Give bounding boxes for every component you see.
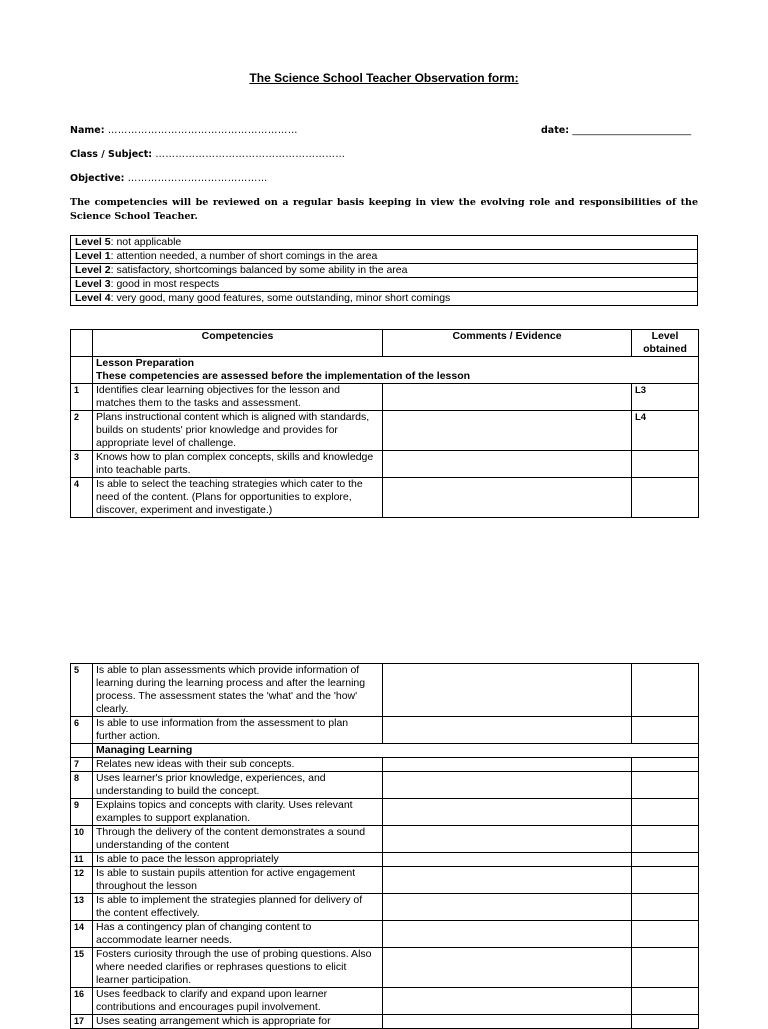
level-label: Level 3	[75, 278, 111, 290]
level-row	[71, 236, 698, 250]
level-label: Level 5	[75, 236, 111, 248]
name-field	[70, 125, 298, 136]
header-level: Level obtained	[632, 330, 699, 357]
objective-dots: ……………………………………	[127, 173, 268, 184]
table-row	[71, 772, 699, 799]
name-dots: …………………………………………………	[107, 125, 298, 136]
row-number: 17	[71, 1015, 93, 1029]
level-cell	[71, 264, 698, 278]
competencies-table-part1	[70, 329, 699, 518]
section-row-lesson-preparation	[71, 357, 699, 384]
section-title-cell	[93, 357, 699, 384]
row-level[interactable]	[632, 853, 699, 867]
row-level[interactable]	[632, 758, 699, 772]
level-cell	[71, 278, 698, 292]
row-competency: Is able to pace the lesson appropriately	[93, 853, 383, 867]
level-cell	[71, 250, 698, 264]
table-row	[71, 988, 699, 1015]
row-competency: Uses feedback to clarify and expand upon learner contributions and encourages pupil involvement.	[93, 988, 383, 1015]
class-subject-dots: …………………………………………………	[155, 149, 346, 160]
row-number: 14	[71, 921, 93, 948]
row-level[interactable]	[632, 948, 699, 988]
class-subject-label: Class / Subject:	[70, 149, 153, 160]
row-number: 2	[71, 411, 93, 451]
row-competency: Plans instructional content which is aligned with standards, builds on students' prior knowledge and provides for appropriate level of challenge.	[93, 411, 383, 451]
row-comments[interactable]	[383, 384, 632, 411]
row-comments[interactable]	[383, 826, 632, 853]
competencies-table-part2	[70, 663, 699, 1029]
row-level[interactable]	[632, 867, 699, 894]
row-competency: Uses seating arrangement which is appropriate for	[93, 1015, 383, 1029]
objective-field	[70, 173, 268, 184]
table-row	[71, 758, 699, 772]
table-row	[71, 826, 699, 853]
level-text: : good in most respects	[110, 278, 220, 290]
row-number: 5	[71, 664, 93, 717]
row-number: 6	[71, 717, 93, 744]
row-comments[interactable]	[383, 772, 632, 799]
levels-legend-table	[70, 235, 698, 306]
section-num-cell	[71, 744, 93, 758]
table-row	[71, 853, 699, 867]
row-comments[interactable]	[383, 867, 632, 894]
form-title: The Science School Teacher Observation form:	[249, 71, 519, 85]
row-comments[interactable]	[383, 948, 632, 988]
row-number: 10	[71, 826, 93, 853]
row-level[interactable]	[632, 717, 699, 744]
row-competency: Is able to use information from the assessment to plan further action.	[93, 717, 383, 744]
section-subtitle: These competencies are assessed before the implementation of the lesson	[96, 370, 471, 382]
row-comments[interactable]	[383, 853, 632, 867]
row-level[interactable]	[632, 451, 699, 478]
table-row	[71, 384, 699, 411]
level-label: Level 4	[75, 292, 111, 304]
level-row	[71, 278, 698, 292]
level-text: : very good, many good features, some outstanding, minor short comings	[110, 292, 451, 304]
level-label: Level 1	[75, 250, 111, 262]
row-comments[interactable]	[383, 1015, 632, 1029]
row-competency: Is able to select the teaching strategies which cater to the need of the content. (Plans for opportunities to explore, discover, experiment and investigate.)	[93, 478, 383, 518]
row-number: 7	[71, 758, 93, 772]
row-level[interactable]	[632, 826, 699, 853]
table-row	[71, 799, 699, 826]
row-number: 13	[71, 894, 93, 921]
row-competency: Explains topics and concepts with clarity. Uses relevant examples to support explanation.	[93, 799, 383, 826]
row-level[interactable]	[632, 799, 699, 826]
table-row	[71, 948, 699, 988]
row-competency: Uses learner's prior knowledge, experiences, and understanding to build the concept.	[93, 772, 383, 799]
date-label: date:	[541, 125, 569, 136]
row-competency: Is able to implement the strategies planned for delivery of the content effectively.	[93, 894, 383, 921]
row-number: 3	[71, 451, 93, 478]
table-row	[71, 717, 699, 744]
row-comments[interactable]	[383, 988, 632, 1015]
row-comments[interactable]	[383, 799, 632, 826]
row-number: 15	[71, 948, 93, 988]
table-header-row	[71, 330, 699, 357]
row-comments[interactable]	[383, 664, 632, 717]
row-comments[interactable]	[383, 894, 632, 921]
class-subject-field	[70, 149, 345, 160]
row-level[interactable]	[632, 1015, 699, 1029]
level-cell	[71, 292, 698, 306]
row-comments[interactable]	[383, 717, 632, 744]
row-comments[interactable]	[383, 758, 632, 772]
header-competencies: Competencies	[93, 330, 383, 357]
row-competency: Knows how to plan complex concepts, skills and knowledge into teachable parts.	[93, 451, 383, 478]
row-level[interactable]	[632, 772, 699, 799]
header-num-cell	[71, 330, 93, 357]
row-competency: Is able to plan assessments which provide information of learning during the learning process and after the learning process. The assessment states the 'what' and the 'how' clearly.	[93, 664, 383, 717]
table-row	[71, 451, 699, 478]
row-competency: Has a contingency plan of changing content to accommodate learner needs.	[93, 921, 383, 948]
row-comments[interactable]	[383, 478, 632, 518]
section-title: Lesson Preparation	[96, 357, 195, 369]
level-text: : not applicable	[110, 236, 182, 248]
level-row	[71, 292, 698, 306]
row-number: 8	[71, 772, 93, 799]
date-line: _________________________	[572, 125, 692, 136]
level-label: Level 2	[75, 264, 111, 276]
level-text: : satisfactory, shortcomings balanced by some ability in the area	[110, 264, 408, 276]
row-competency: Is able to sustain pupils attention for active engagement throughout the lesson	[93, 867, 383, 894]
row-level[interactable]	[632, 478, 699, 518]
level-text: : attention needed, a number of short comings in the area	[110, 250, 378, 262]
row-level[interactable]	[632, 988, 699, 1015]
row-level[interactable]	[632, 921, 699, 948]
level-row	[71, 250, 698, 264]
table-row	[71, 921, 699, 948]
table-row	[71, 411, 699, 451]
section-num-cell	[71, 357, 93, 384]
row-number: 9	[71, 799, 93, 826]
row-number: 11	[71, 853, 93, 867]
row-number: 1	[71, 384, 93, 411]
level-row	[71, 264, 698, 278]
intro-paragraph: The competencies will be reviewed on a regular basis keeping in view the evolving role and responsibilities of the Science School Teacher.	[70, 197, 698, 222]
row-number: 16	[71, 988, 93, 1015]
table-row	[71, 478, 699, 518]
section-title: Managing Learning	[93, 744, 699, 758]
row-number: 4	[71, 478, 93, 518]
row-competency: Through the delivery of the content demonstrates a sound understanding of the content	[93, 826, 383, 853]
name-label: Name:	[70, 125, 105, 136]
row-comments[interactable]	[383, 411, 632, 451]
level-cell	[71, 236, 698, 250]
table-row	[71, 664, 699, 717]
row-comments[interactable]	[383, 921, 632, 948]
row-level[interactable]	[632, 894, 699, 921]
header-comments: Comments / Evidence	[383, 330, 632, 357]
table-row	[71, 894, 699, 921]
date-field	[541, 125, 691, 136]
objective-label: Objective:	[70, 173, 125, 184]
row-competency: Identifies clear learning objectives for the lesson and matches them to the tasks and assessment.	[93, 384, 383, 411]
row-level[interactable]: L3	[632, 384, 699, 411]
section-row-managing-learning	[71, 744, 699, 758]
row-comments[interactable]	[383, 451, 632, 478]
row-level[interactable]: L4	[632, 411, 699, 451]
row-competency: Fosters curiosity through the use of probing questions. Also where needed clarifies or rephrases questions to elicit learner participation.	[93, 948, 383, 988]
table-row	[71, 867, 699, 894]
row-number: 12	[71, 867, 93, 894]
row-competency: Relates new ideas with their sub concepts.	[93, 758, 383, 772]
row-level[interactable]	[632, 664, 699, 717]
table-row	[71, 1015, 699, 1029]
